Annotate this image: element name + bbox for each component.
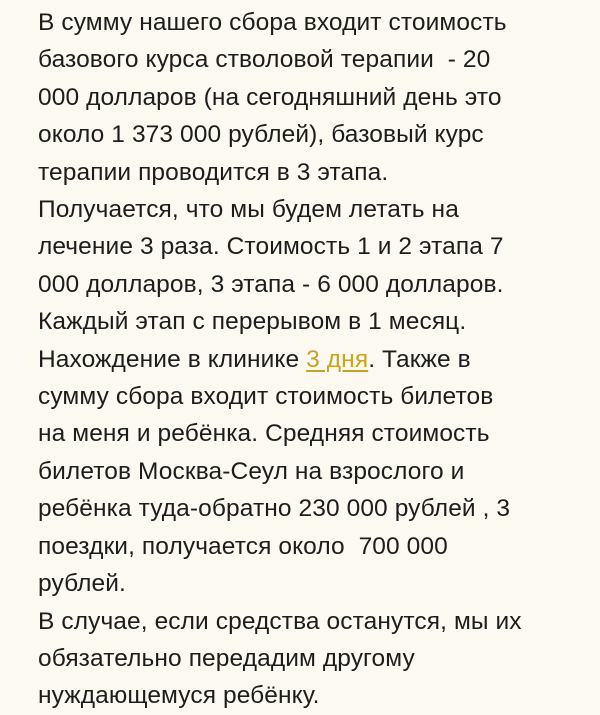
text-line: нуждающемуся ребёнку. bbox=[38, 682, 320, 710]
text-line: В случае, если средства останутся, мы их bbox=[38, 607, 522, 635]
text-line: около 1 373 000 рублей), базовый курс bbox=[38, 121, 484, 149]
text-segment: . Также в bbox=[368, 345, 471, 373]
text-line: терапии проводится в 3 этапа. bbox=[38, 158, 389, 186]
text-line: лечение 3 раза. Стоимость 1 и 2 этапа 7 bbox=[38, 233, 504, 261]
text-segment: Нахождение в клинике bbox=[38, 345, 307, 373]
text-line: ребёнка туда-обратно 230 000 рублей , 3 bbox=[38, 495, 511, 523]
text-line: 000 долларов, 3 этапа - 6 000 долларов. bbox=[38, 270, 504, 298]
text-line-with-link bbox=[38, 341, 594, 378]
text-line: В сумму нашего сбора входит стоимость bbox=[38, 9, 507, 36]
text-line: сумму сбора входит стоимость билетов bbox=[38, 383, 494, 411]
text-line: Получается, что мы будем летать на bbox=[38, 196, 459, 224]
text-line: на меня и ребёнка. Средняя стоимость bbox=[38, 420, 490, 448]
text-line: билетов Москва-Сеул на взрослого и bbox=[38, 457, 465, 485]
date-link[interactable]: 3 дня bbox=[306, 345, 369, 373]
text-line: обязательно передадим другому bbox=[38, 644, 415, 672]
text-line: 000 долларов (на сегодняшний день это bbox=[38, 83, 502, 111]
text-line: Каждый этап с перерывом в 1 месяц. bbox=[38, 308, 467, 336]
text-line: рублей. bbox=[38, 570, 126, 598]
text-line: поездки, получается около 700 000 bbox=[38, 532, 448, 560]
note-text-block bbox=[38, 4, 594, 715]
text-line: базового курса стволовой терапии - 20 bbox=[38, 46, 491, 74]
